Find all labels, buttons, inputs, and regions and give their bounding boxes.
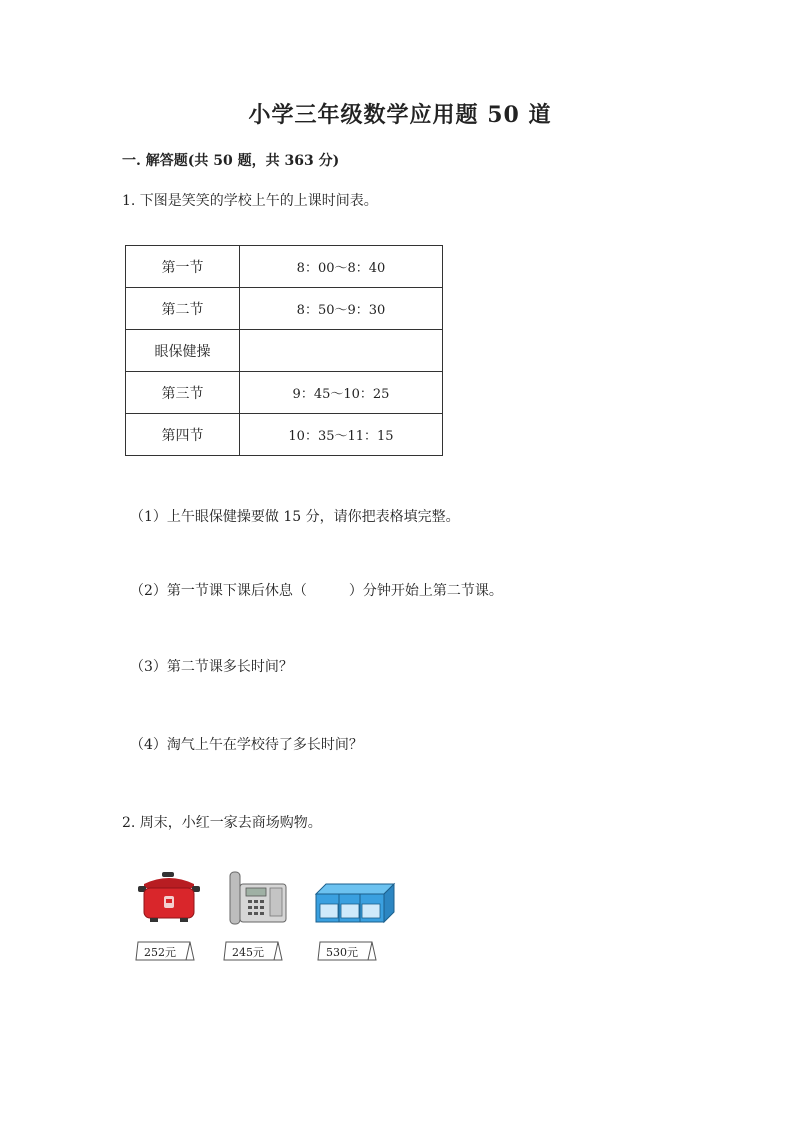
list-item [218,868,298,968]
table-row [126,330,443,372]
price-label: 530元 [326,946,358,959]
period-label: 第一节 [126,246,240,288]
table-row [126,246,443,288]
schedule-table [125,245,443,456]
period-time: 10：35～11：15 [240,414,443,456]
question-2-prompt: 2. 周末，小红一家去商场购物。 [122,815,322,831]
period-label: 第二节 [126,288,240,330]
period-label: 第三节 [126,372,240,414]
price-label: 245元 [232,946,264,959]
period-time: 8：00～8：40 [240,246,443,288]
question-1-sub-1: （1）上午眼保健操要做 15 分，请你把表格填完整。 [130,509,460,525]
telephone-icon [222,868,292,928]
rice-cooker-icon [134,868,204,928]
table-row [126,288,443,330]
period-time: 8：50～9：30 [240,288,443,330]
period-label: 眼保健操 [126,330,240,372]
table-row [126,414,443,456]
storage-box-icon [312,878,398,938]
period-time: 9：45～10：25 [240,372,443,414]
question-1-sub-3: （3）第二节课多长时间？ [130,659,293,675]
list-item [312,868,392,968]
period-time-blank[interactable] [240,330,443,372]
question-1-sub-4: （4）淘气上午在学校待了多长时间？ [130,737,363,753]
section-heading: 一. 解答题(共 50 题，共 363 分) [122,153,340,169]
question-1-prompt: 1. 下图是笑笑的学校上午的上课时间表。 [122,193,378,209]
product-list [130,868,410,968]
page-title: 小学三年级数学应用题 50 道 [248,102,552,128]
table-row [126,372,443,414]
price-label: 252元 [144,946,176,959]
period-label: 第四节 [126,414,240,456]
list-item [130,868,210,968]
question-1-sub-2: （2）第一节课下课后休息（ ）分钟开始上第二节课。 [130,583,503,599]
